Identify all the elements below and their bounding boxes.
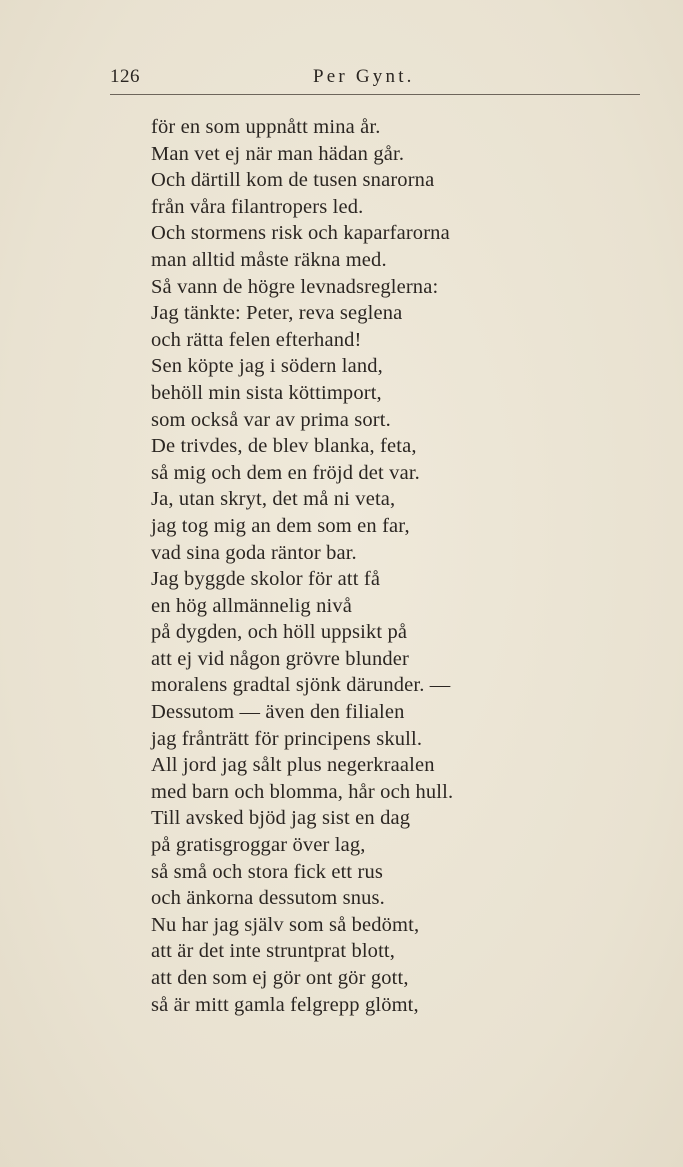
verse-line: med barn och blomma, hår och hull. — [151, 780, 454, 803]
verse-line: All jord jag sålt plus negerkraalen — [151, 754, 435, 777]
verse-line: Nu har jag själv som så bedömt, — [151, 913, 420, 936]
verse-line: att är det inte struntprat blott, — [151, 940, 396, 963]
verse-line: en hög allmännelig nivå — [151, 594, 352, 617]
verse-line: och änkorna dessutom snus. — [151, 887, 385, 910]
page-number: 126 — [110, 66, 140, 87]
verse-line: Så vann de högre levnadsreglerna: — [151, 275, 439, 298]
verse-line: på dygden, och höll uppsikt på — [151, 621, 408, 644]
verse-line: så är mitt gamla felgrepp glömt, — [151, 993, 419, 1016]
verse-line: och rätta felen efterhand! — [151, 328, 362, 351]
verse-line: behöll min sista köttimport, — [151, 381, 382, 404]
verse-line: Ja, utan skryt, det må ni veta, — [151, 488, 396, 511]
verse-line: Dessutom — även den filialen — [151, 701, 405, 724]
page-header — [110, 66, 640, 90]
verse-line: man alltid måste räkna med. — [151, 248, 387, 271]
verse-line: moralens gradtal sjönk därunder. — — [151, 674, 451, 697]
verse-line: från våra filantropers led. — [151, 195, 364, 218]
verse-line: jag tog mig an dem som en far, — [151, 514, 410, 537]
verse-line: som också var av prima sort. — [151, 408, 391, 431]
verse-line: vad sina goda räntor bar. — [151, 541, 357, 564]
verse-line: att ej vid någon grövre blunder — [151, 647, 409, 670]
verse-line: Jag tänkte: Peter, reva seglena — [151, 302, 403, 325]
verse-line: för en som uppnått mina år. — [151, 116, 381, 138]
verse-line: så mig och dem en fröjd det var. — [151, 461, 420, 484]
verse-line: att den som ej gör ont gör gott, — [151, 967, 409, 989]
verse-line: Jag byggde skolor för att få — [151, 568, 381, 591]
verse-line: Och stormens risk och kaparfarorna — [151, 222, 450, 245]
verse-line: jag frånträtt för principens skull. — [151, 727, 423, 750]
verse-block — [151, 114, 531, 1018]
verse-line: Sen köpte jag i södern land, — [151, 355, 383, 378]
verse-line: Man vet ej när man hädan går. — [151, 142, 405, 165]
verse-line: De trivdes, de blev blanka, feta, — [151, 435, 417, 458]
verse-line: Och därtill kom de tusen snarorna — [151, 169, 435, 192]
verse-line: Till avsked bjöd jag sist en dag — [151, 807, 411, 830]
verse-line: på gratisgroggar över lag, — [151, 834, 366, 857]
verse-line: så små och stora fick ett rus — [151, 860, 384, 883]
running-title: Per Gynt. — [313, 66, 415, 87]
header-rule — [110, 94, 640, 95]
